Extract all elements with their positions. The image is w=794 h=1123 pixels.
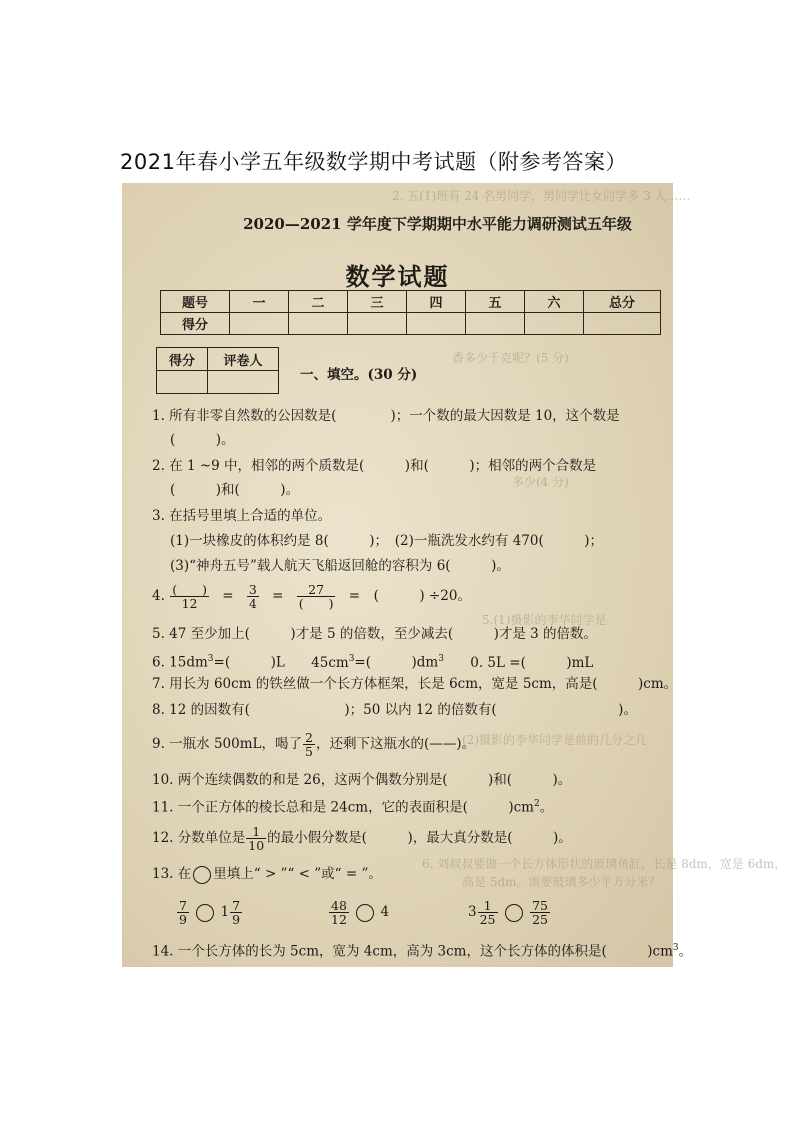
bleed-through-text: 6. 刘叔叔要做一个长方体形状的玻璃鱼缸，长是 8dm，宽是 6dm， — [422, 857, 787, 871]
scanned-exam — [122, 183, 787, 967]
compare-circle-icon — [505, 904, 523, 922]
grader-table — [156, 347, 279, 394]
question-13-item-c: 3 $\frac{1}{25}$ $\frac{75}{25}$ — [468, 898, 548, 927]
exam-heading: 2020—2021 学年度下学期期中水平能力调研测试五年级 — [243, 215, 632, 233]
question-11: 11. 一个正方体的棱长总和是 24cm，它的表面积是( )$cm^2$。 — [152, 799, 554, 816]
bleed-through-text: 香多少千克呢？(5 分) — [452, 351, 569, 365]
question-9: 9. 一瓶水 500mL，喝了 $\frac{2}{5}$ ，还剩下这瓶水的(——)。 — [152, 730, 475, 759]
question-1-cont: ( )。 — [170, 432, 235, 448]
bleed-through-text: 2. 五(1)班有 24 名男同学，男同学比女同学多 3 人…… — [392, 189, 691, 203]
bleed-through-text: (2)摄影的李华同学是前的几分之几 — [462, 733, 647, 747]
score-blank — [466, 313, 525, 335]
question-5: 5. 47 至少加上( )才是 5 的倍数，至少减去( )才是 3 的倍数。 — [152, 626, 598, 642]
score-blank — [407, 313, 466, 335]
question-1: 1. 所有非零自然数的公因数是( )；一个数的最大因数是 10，这个数是 — [152, 408, 620, 424]
question-3-part-a: (1)一块橡皮的体积约是 8( )； (2)一瓶洗发水约有 470( )； — [170, 533, 604, 549]
compare-circle-icon — [193, 866, 211, 884]
score-cell: 得分 — [161, 313, 230, 335]
exam-subject: 数学试题 — [345, 262, 450, 291]
score-cell: 五 — [466, 291, 525, 313]
score-blank — [348, 313, 407, 335]
grader-blank — [208, 371, 279, 394]
fraction: $\frac{3}{4}$ — [248, 582, 257, 611]
fraction: $\frac{75}{25}$ — [532, 898, 548, 927]
score-table-score-row — [161, 313, 661, 335]
question-3: 3. 在括号里填上合适的单位。 — [152, 508, 332, 524]
score-blank — [525, 313, 584, 335]
fraction: $\frac{48}{12}$ — [331, 898, 347, 927]
fraction: ( ) 12 — [172, 582, 207, 611]
question-4: 4. ( ) 12 = $\frac{3}{4}$ = 27 ( ) = ( ) ÷20。 — [152, 582, 471, 611]
score-cell: 一 — [230, 291, 289, 313]
question-2: 2. 在 1 ~9 中，相邻的两个质数是( )和( )；相邻的两个合数是 — [152, 458, 597, 474]
question-14: 14. 一个长方体的长为 5cm，宽为 4cm，高为 3cm，这个长方体的体积是( )$cm^3$。 — [152, 943, 693, 960]
question-10: 10. 两个连续偶数的和是 26，这两个偶数分别是( )和( )。 — [152, 772, 572, 788]
fraction: $\frac{7}{9}$ — [232, 898, 241, 927]
question-13-item-b: $\frac{48}{12}$ 4 — [331, 898, 390, 927]
grader-score-label: 得分 — [157, 348, 208, 371]
bleed-through-text: 5.(1)摄影的李华同学是 — [482, 613, 607, 627]
score-cell: 总分 — [584, 291, 661, 313]
page-title: 2021年春小学五年级数学期中考试题（附参考答案） — [120, 150, 627, 174]
fraction: $\frac{7}{9}$ — [179, 898, 187, 927]
question-12: 12. 分数单位是 $\frac{1}{10}$ 的最小假分数是( )，最大真分数是( )。 — [152, 824, 572, 853]
score-cell: 题号 — [161, 291, 230, 313]
question-3-part-b: (3)“神舟五号”载人航天飞船返回舱的容积为 6( )。 — [170, 558, 510, 574]
fraction: 27 ( ) — [298, 582, 334, 611]
score-table — [160, 290, 661, 335]
fraction: $\frac{1}{10}$ — [248, 824, 265, 853]
question-13-item-a: $\frac{7}{9}$ 1 $\frac{7}{9}$ — [179, 898, 241, 927]
compare-circle-icon — [196, 904, 214, 922]
score-cell: 六 — [525, 291, 584, 313]
q4-label: 4. — [152, 588, 165, 604]
question-8: 8. 12 的因数有( )；50 以内 12 的倍数有( )。 — [152, 702, 637, 718]
question-2-cont: ( )和( )。 — [170, 482, 300, 498]
fraction: $\frac{1}{25}$ — [479, 898, 496, 927]
grader-label: 评卷人 — [208, 348, 279, 371]
score-cell: 三 — [348, 291, 407, 313]
section-heading: 一、填空。(30 分) — [300, 367, 418, 383]
score-blank — [584, 313, 661, 335]
score-table-header-row — [161, 291, 661, 313]
score-blank — [289, 313, 348, 335]
bleed-through-text: 高是 5dm。需要玻璃多少平方分米？ — [462, 875, 661, 889]
grader-blank — [157, 371, 208, 394]
score-cell: 四 — [407, 291, 466, 313]
question-13: 13. 在 里填上“ > ”“ < ”或“ = ”。 — [152, 866, 382, 882]
compare-circle-icon — [356, 904, 374, 922]
score-blank — [230, 313, 289, 335]
question-6: 6. $15dm^3=$( )L $45cm^3=$( )$dm^3$ 0. 5L =( )mL — [152, 654, 594, 671]
fraction: $\frac{2}{5}$ — [305, 730, 313, 759]
score-cell: 二 — [289, 291, 348, 313]
question-7: 7. 用长为 60cm 的铁丝做一个长方体框架，长是 6cm，宽是 5cm，高是( )cm。 — [152, 676, 678, 692]
bleed-through-text: 多少(4 分) — [512, 475, 569, 489]
